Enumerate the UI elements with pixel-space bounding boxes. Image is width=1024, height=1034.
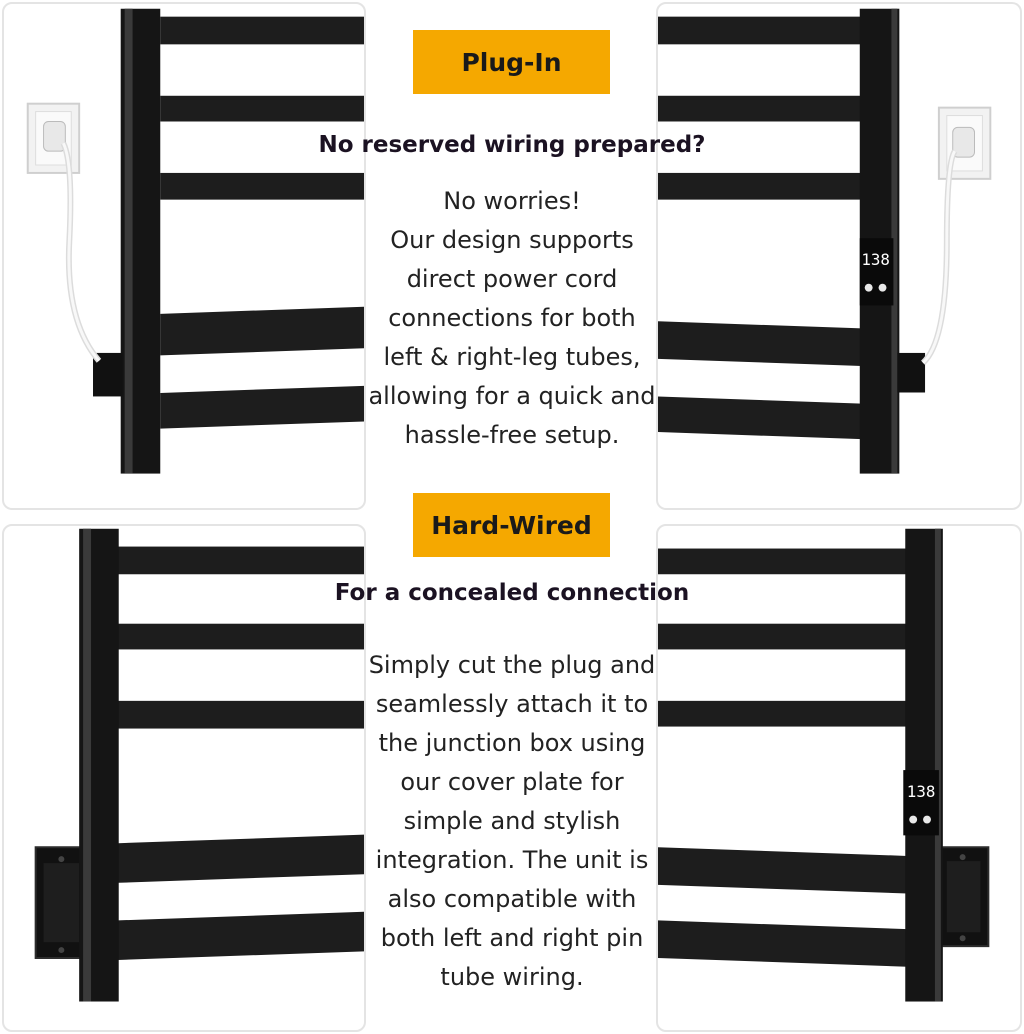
hardwired-line: integration. The unit is xyxy=(375,846,649,874)
panel-plugin-left xyxy=(2,2,366,510)
towel-rack-plugin-right-image xyxy=(658,4,1020,508)
hardwired-badge: Hard-Wired xyxy=(413,493,610,557)
leg-bracket xyxy=(897,353,925,393)
rack-bars xyxy=(115,547,364,960)
panel-plugin-right xyxy=(656,2,1022,510)
plugin-line: connections for both xyxy=(388,304,636,332)
plugin-badge: Plug-In xyxy=(413,30,610,94)
junction-box-icon xyxy=(939,847,988,946)
plugin-line: left & right-leg tubes, xyxy=(383,343,641,371)
hardwired-line: the junction box using xyxy=(378,729,646,757)
hardwired-description xyxy=(352,646,672,997)
rack-bars xyxy=(160,17,364,429)
control-display-icon xyxy=(903,770,939,835)
display-readout: 138 xyxy=(861,249,890,269)
plugin-line: direct power cord xyxy=(406,265,618,293)
control-display-icon xyxy=(860,238,894,305)
plugin-line: Our design supports xyxy=(390,226,634,254)
plugin-line: hassle-free setup. xyxy=(404,421,620,449)
hardwired-line: Simply cut the plug and xyxy=(368,651,656,679)
hardwired-line: simple and stylish xyxy=(403,807,621,835)
plugin-line: No worries! xyxy=(443,187,581,215)
towel-rack-plugin-left-image xyxy=(4,4,364,508)
hardwired-heading: For a concealed connection xyxy=(334,580,690,606)
display-readout: 138 xyxy=(906,781,936,801)
hardwired-line: also compatible with xyxy=(387,885,637,913)
hardwired-line: our cover plate for xyxy=(400,768,624,796)
hardwired-line: both left and right pin xyxy=(380,924,644,952)
rack-bars xyxy=(658,549,907,967)
hardwired-line: tube wiring. xyxy=(440,963,584,991)
plugin-heading: No reserved wiring prepared? xyxy=(318,132,706,158)
rack-bars xyxy=(658,17,862,440)
hardwired-line: seamlessly attach it to xyxy=(375,690,649,718)
plugin-description xyxy=(352,182,672,455)
plugin-line: allowing for a quick and xyxy=(368,382,656,410)
